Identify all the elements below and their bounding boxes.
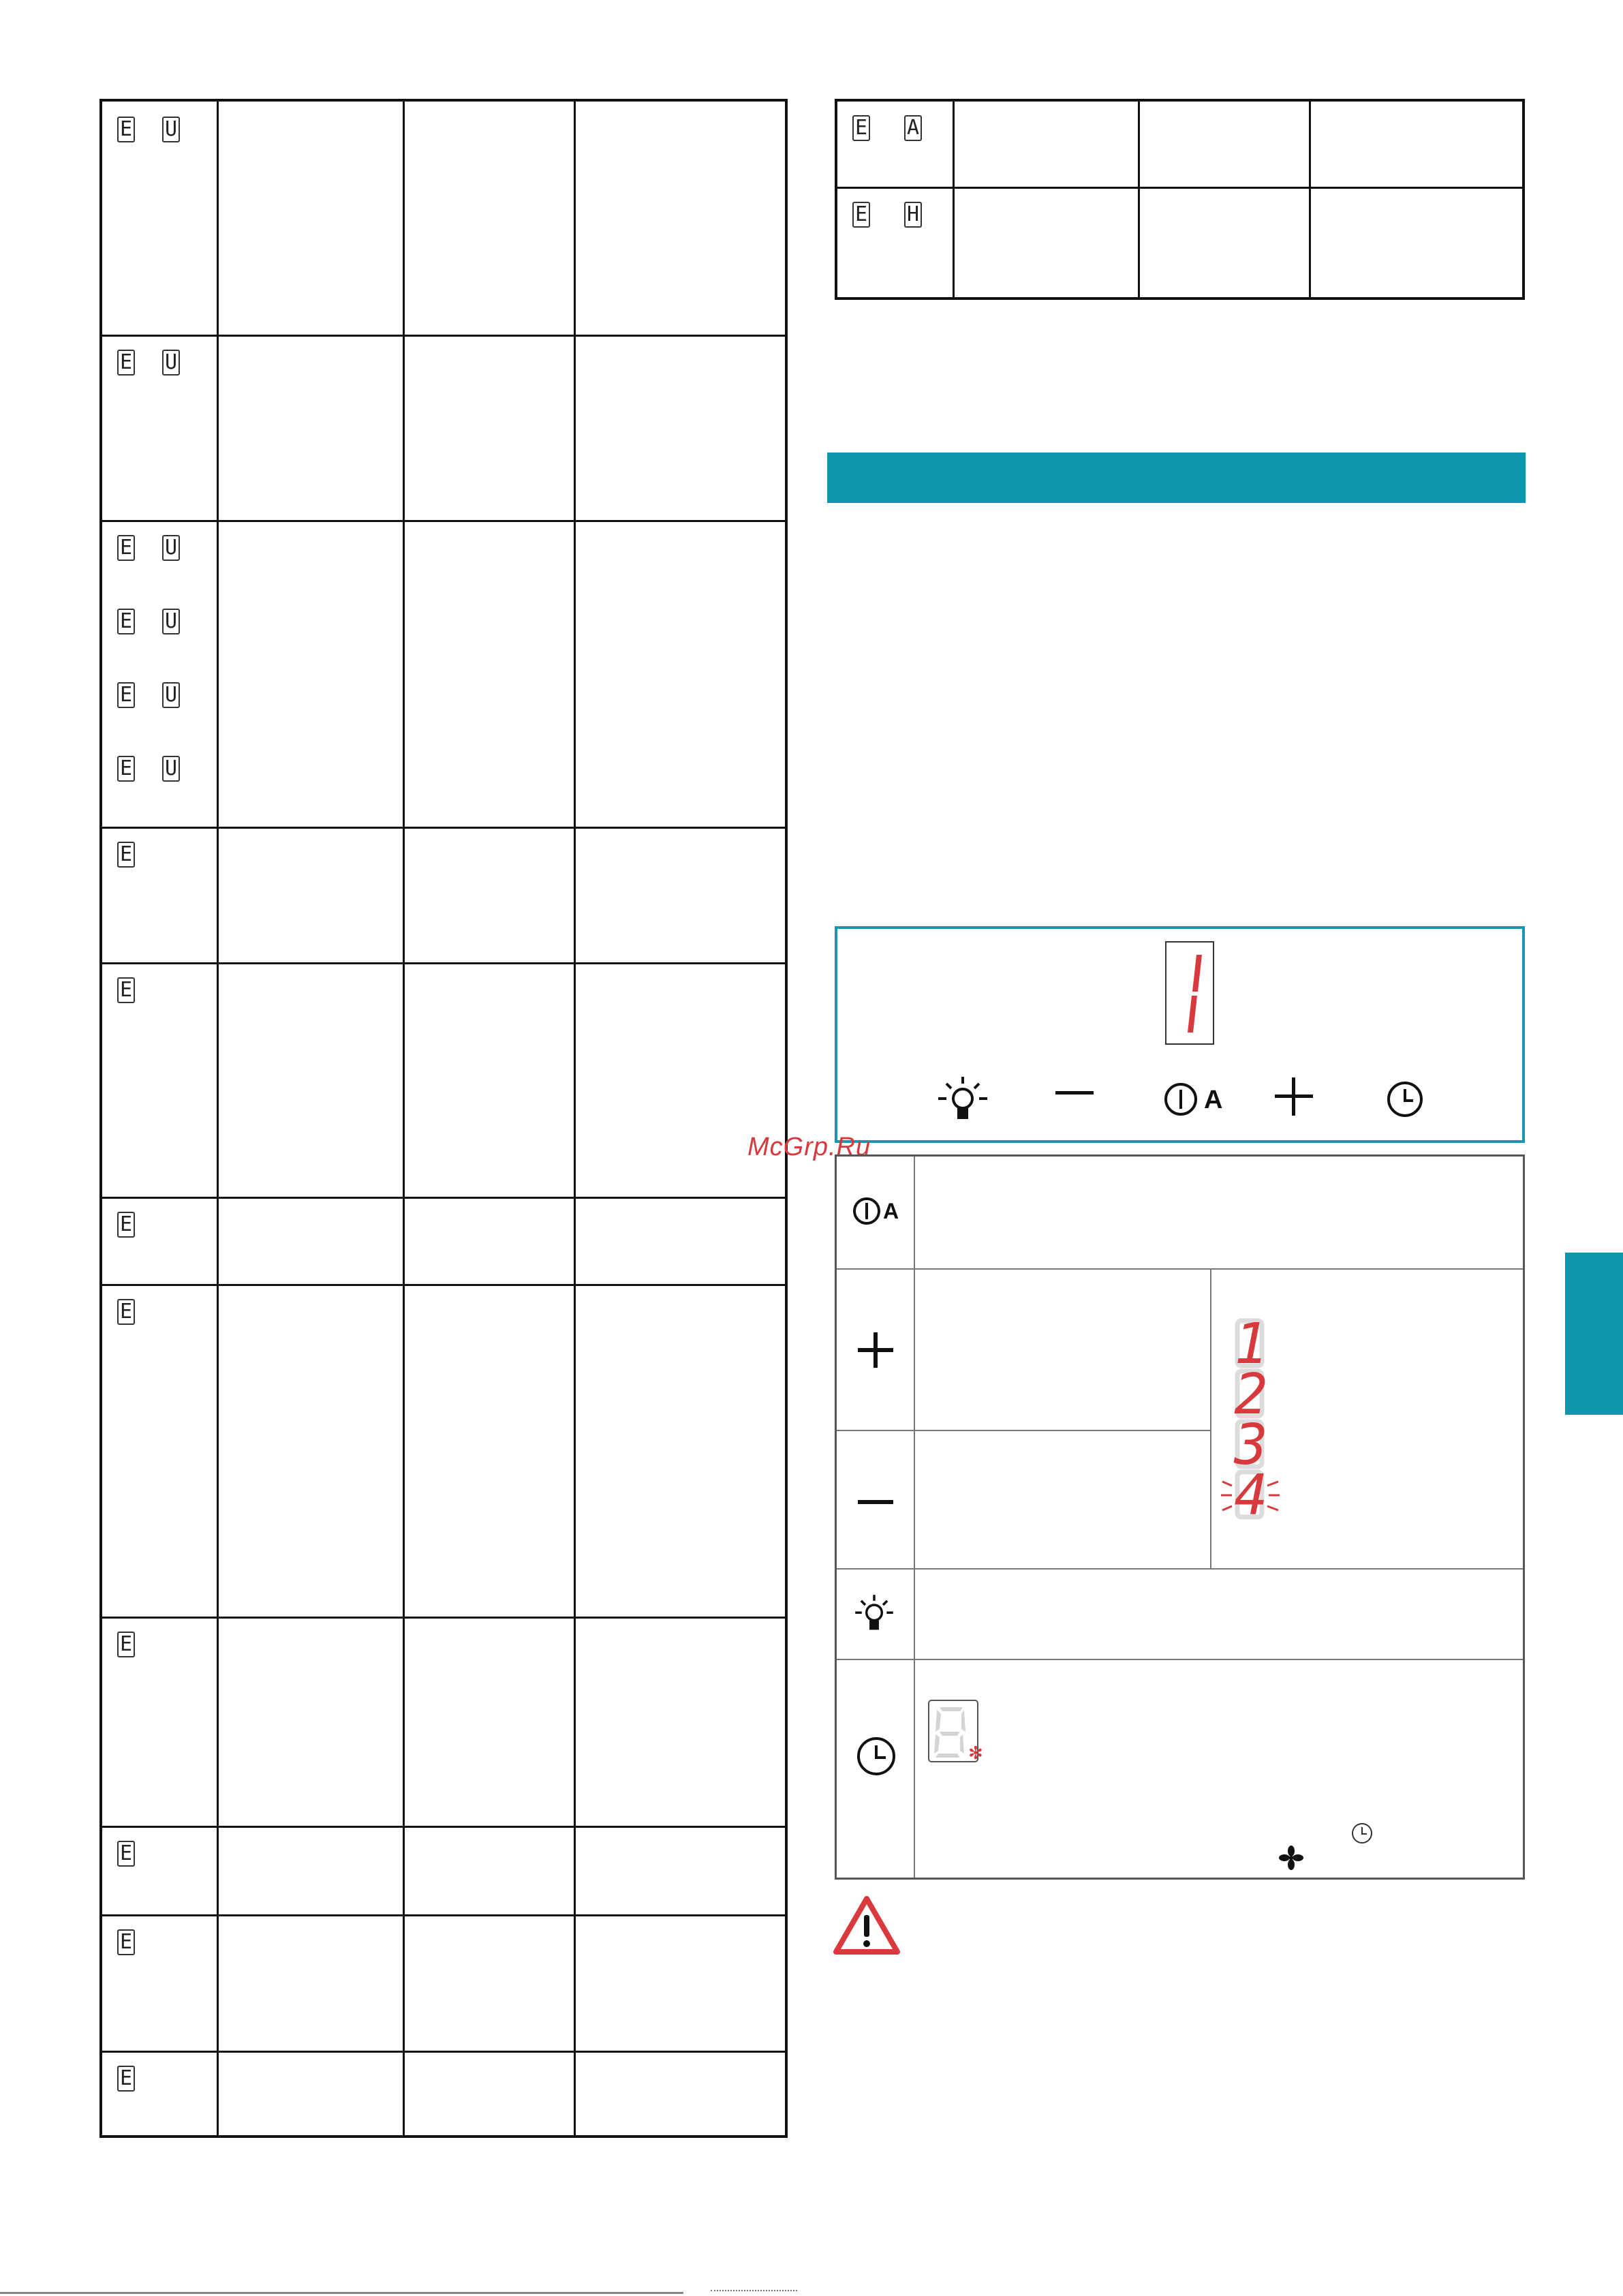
error-code [117, 535, 207, 561]
error-code-segment: E [117, 682, 135, 708]
error-code [117, 1632, 162, 1657]
fan-small-icon-wrap [1278, 1845, 1304, 1874]
error-code [117, 682, 207, 708]
plus-row [856, 1331, 895, 1373]
error-code-segment: E [117, 756, 135, 782]
watermark: McGrp.Ru [747, 1133, 871, 1161]
speed-level-digit: 3 [1234, 1413, 1268, 1478]
minus-icon [1054, 1089, 1095, 1097]
error-code-segment: U [162, 350, 180, 376]
table-column-divider [1210, 1268, 1211, 1568]
table-row-divider [102, 520, 785, 522]
error-code-segment: E [117, 609, 135, 634]
table-column-divider [1138, 102, 1140, 297]
error-code-segment: E [117, 977, 135, 1003]
speed-level-digit: 2 [1234, 1362, 1268, 1427]
power-auto-button[interactable] [1163, 1080, 1223, 1122]
error-code-table-continued [835, 99, 1525, 300]
minus-button[interactable] [1054, 1088, 1095, 1101]
error-code [117, 842, 162, 868]
chapter-side-tab [1565, 1253, 1623, 1415]
timer-row [855, 1735, 897, 1781]
table-row-divider [102, 962, 785, 964]
footer-rule [0, 2292, 683, 2294]
error-code-table [99, 99, 788, 2138]
svg-text:✻: ✻ [968, 1743, 983, 1764]
error-code-segment: E [852, 115, 870, 141]
table-row-divider [102, 827, 785, 829]
timer-button[interactable] [1385, 1079, 1425, 1123]
error-code-segment: E [117, 1299, 135, 1325]
clock-small-icon [1350, 1822, 1374, 1845]
error-code-segment: E [117, 842, 135, 868]
table-row-divider [837, 1659, 1523, 1660]
table-row-divider [837, 1268, 1523, 1270]
table-row-divider [837, 187, 1522, 189]
minus-row [856, 1497, 895, 1510]
timer-digit-icon [927, 1699, 983, 1764]
light-icon [852, 1591, 897, 1636]
error-code-segment: E [117, 2066, 135, 2092]
warning-icon [833, 1895, 901, 1956]
light-icon [937, 1074, 989, 1126]
table-row-divider [837, 1430, 1210, 1431]
error-code [117, 2066, 162, 2092]
section-header-bar [827, 453, 1526, 503]
table-column-divider [574, 102, 576, 2135]
speed-level-digit: 4 [1234, 1463, 1268, 1528]
table-row-divider [102, 1826, 785, 1828]
light-button[interactable] [937, 1074, 989, 1129]
error-code [117, 1929, 162, 1955]
control-panel-illustration [835, 926, 1525, 1143]
plus-icon [1273, 1076, 1314, 1117]
error-code-segment: U [162, 756, 180, 782]
error-code-segment: E [117, 1632, 135, 1657]
error-code [852, 202, 956, 228]
error-code-segment: E [117, 1929, 135, 1955]
table-row-divider [837, 1568, 1523, 1570]
error-code [117, 1212, 162, 1238]
timer-display [927, 1699, 983, 1768]
warning-triangle [833, 1895, 901, 1959]
error-code-segment: H [904, 202, 922, 228]
error-code [117, 1841, 162, 1867]
power-auto-icon [852, 1196, 882, 1226]
table-column-divider [914, 1157, 915, 1878]
error-code-segment: E [117, 350, 135, 376]
blink-ray [1267, 1506, 1278, 1510]
table-row-divider [102, 1617, 785, 1619]
error-code-segment: U [162, 682, 180, 708]
timer-small-icon-wrap [1350, 1822, 1374, 1848]
timer-icon [1385, 1079, 1425, 1120]
error-code [117, 117, 207, 142]
speed-level-digits [1218, 1312, 1314, 1531]
plus-button[interactable] [1273, 1076, 1314, 1120]
error-code-segment: U [162, 535, 180, 561]
error-code [117, 609, 207, 634]
table-column-divider [1309, 102, 1311, 297]
minus-icon [856, 1498, 895, 1506]
blink-ray [1267, 1482, 1278, 1486]
power-auto-icon [1163, 1080, 1201, 1118]
fan-icon [1278, 1845, 1304, 1871]
light-row [852, 1591, 897, 1640]
error-code-segment: U [162, 609, 180, 634]
table-row-divider [102, 2051, 785, 2053]
auto-label: A [883, 1199, 899, 1223]
error-code [117, 1299, 162, 1325]
speed-level-digit: 1 [1234, 1312, 1268, 1377]
table-row-divider [102, 1284, 785, 1286]
function-table [835, 1154, 1525, 1880]
timer-icon [855, 1735, 897, 1777]
footer-mark [711, 2290, 797, 2295]
error-code-segment: E [117, 1841, 135, 1867]
auto-label: A [1204, 1086, 1223, 1114]
table-row-divider [102, 1197, 785, 1199]
error-code-segment: E [852, 202, 870, 228]
display-digit [1166, 943, 1213, 1043]
blink-ray [1222, 1482, 1232, 1486]
error-code-segment: E [117, 535, 135, 561]
table-row-divider [102, 1914, 785, 1916]
error-code [117, 977, 162, 1003]
error-code-segment: A [904, 115, 922, 141]
error-code-segment: E [117, 117, 135, 142]
error-code [117, 350, 207, 376]
table-column-divider [217, 102, 219, 2135]
power-auto-row [852, 1196, 899, 1229]
table-column-divider [403, 102, 405, 2135]
error-code [852, 115, 956, 141]
panel-display [1165, 941, 1214, 1045]
plus-icon [856, 1331, 895, 1369]
error-code-segment: E [117, 1212, 135, 1238]
error-code [117, 756, 207, 782]
blink-ray [1222, 1506, 1232, 1510]
table-row-divider [102, 335, 785, 337]
error-code-segment: U [162, 117, 180, 142]
speed-level-illustration [1218, 1312, 1314, 1528]
